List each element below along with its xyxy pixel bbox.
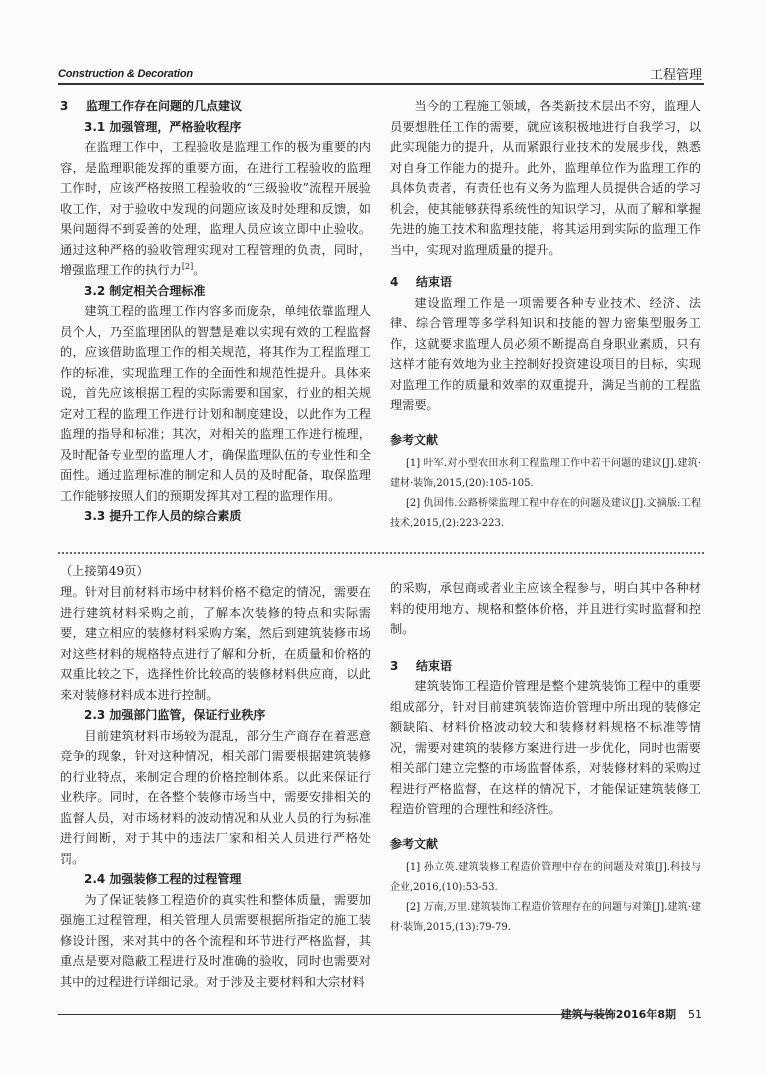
subsection-2-4-heading: 2.4 加强装修工程的过程管理 (84, 872, 242, 886)
references-heading: 参考文献 (390, 432, 439, 447)
reference-item: [2] 仇国伟.公路桥梁监理工程中存在的问题及建议[J].文摘版:工程技术,2015,(2):223-223. (390, 498, 701, 529)
bottom-right-column (390, 578, 701, 938)
paragraph: 理。针对目前材料市场中材料价格不稳定的情况，需要在进行建筑材料采购之前，了解本次装修的特点和实际需要，建立相应的装修材料采购方案，然后到建筑装修市场对这些材料的规格特点进行了解和分析，在质量和价格的双重比较之下，选择性价比较高的装修材料供应商，以此来对装修材料成本进行控制。 (60, 585, 371, 702)
section-4-heading: 4 结束语 (390, 275, 453, 289)
paragraph: 为了保证装修工程造价的真实性和整体质量，需要加强施工过程管理，相关管理人员需要根据所指定的施工装修设计图，来对其中的各个流程和环节进行严格监督，其重点是要对隐蔽工程进行及时准确的验收，同时也需要对其中的过程进行详细记录。对于涉及主要材料和大宗材料 (60, 892, 371, 989)
header-rule (58, 83, 704, 85)
page-number: 51 (688, 1008, 702, 1021)
section-3-conclusion-heading: 3 结束语 (390, 658, 453, 673)
footer-rule (58, 1014, 613, 1015)
dotted-divider (58, 552, 704, 554)
footer (561, 1006, 702, 1022)
citation: [2] (181, 261, 194, 271)
footer-journal: 建筑与装饰2016年8期 (560, 1008, 676, 1021)
continued-from-label: （上接第49页） (60, 564, 149, 578)
section-label: 工程管理 (649, 68, 702, 83)
journal-english-title: Construction & Decoration (58, 68, 193, 80)
paragraph: 在监理工作中，工程验收是监理工作的极为重要的内容，是监理职能发挥的重要方面，在进行工程验收的监理工作时，应该严格按照工程验收的“三级验收”流程开展验收工作，对于验收中发现的问题应该及时处理和反馈，如果问题得不到妥善的处理，监理人员应该立即中止验收。通过这种严格的验收管理实现对工程管理的负责，同时，增强监理工作的执行力[2]。 (60, 140, 371, 277)
subsection-3-2-heading: 3.2 制定相关合理标准 (84, 283, 206, 298)
top-left-column (60, 96, 371, 527)
section-3-heading: 3 监理工作存在问题的几点建议 (60, 99, 243, 113)
reference-item: [1] 叶军.对小型农田水利工程监理工作中若干问题的建议[J].建筑·建材·装饰,2015,(20):105-105. (390, 458, 701, 489)
top-right-column (390, 96, 701, 534)
subsection-3-1-heading: 3.1 加强管理，严格验收程序 (84, 119, 242, 134)
paragraph: 目前建筑材料市场较为混乱，部分生产商存在着恶意竞争的现象，针对这种情况，相关部门需要根据建筑装修的行业特点，来制定合理的价格控制体系。以此来保证行业秩序。同时，在各整个装修市场当中，需要安排相关的监督人员，对市场材料的波动情况和从业人员的行为标准进行间断，对于其中的违法厂家和相关人员进行严格处罚。 (60, 728, 371, 866)
reference-item: [1] 孙立英.建筑装修工程造价管理中存在的问题及对策[J].科技与企业,2016,(10):53-53. (390, 862, 701, 893)
paragraph: 建筑工程的监理工作内容多而庞杂，单纯依靠监理人员个人，乃至监理团队的智慧是难以实现有效的工程监督的，应该借助监理工作的相关规范，将其作为工程监理工作的标准，实现监理工作的全面性和规范性提升。具体来说，首先应该根据工程的实际需要和国家，行业的相关规定对工程的监理工作进行计划和制度建设，以此作为工程监理的指导和标准；其次，对相关的监理工作进行梳理，及时配备专业型的监理人才，确保监理队伍的专业性和全面性。通过监理标准的制定和人员的及时配备，取保监理工作能够按照人们的预期发挥其对工程的监理作用。 (60, 304, 371, 503)
subsection-3-3-heading: 3.3 提升工作人员的综合素质 (84, 509, 242, 523)
bottom-left-column (60, 582, 371, 992)
paragraph: 当今的工程施工领域，各类新技术层出不穷，监理人员要想胜任工作的需要，就应该积极地进行自我学习，以此实现能力的提升，从而紧跟行业技术的发展步伐，熟悉对自身工作能力的提升。此外，监理单位作为监理工作的具体负责者，有责任也有义务为监理人员提供合适的学习机会，使其能够获得系统性的知识学习，从而了解和掌握先进的施工技术和监理技能，将其运用到实际的监理工作当中，实现对监理质量的提升。 (390, 99, 701, 257)
paragraph: 建设监理工作是一项需要各种专业技术、经济、法律、综合管理等多学科知识和技能的智力密集型服务工作，这就要求监理人员必须不断提高自身职业素质，只有这样才能有效地为业主控制好投资建设项目的目标，实现对监理工作的质量和效率的双重提升，满足当前的工程监理需要。 (390, 295, 701, 412)
reference-item: [2] 万南,万里.建筑装饰工程造价管理存在的问题与对策[J].建筑·建材·装饰,2015,(13):79-79. (390, 902, 701, 933)
subsection-2-3-heading: 2.3 加强部门监管，保证行业秩序 (84, 708, 266, 722)
paragraph: 建筑装饰工程造价管理是整个建筑装饰工程中的重要组成部分，针对目前建筑装饰造价管理中所出现的装修定额缺陷、材料价格波动较大和装修材料规格不标准等情况，需要对建筑的装修方案进行进一步优化，同时也需要相关部门建立完整的市场监督体系，对装修材料的采购过程进行严格监督，在这样的情况下，才能保证建筑装修工程造价管理的合理性和经济性。 (390, 679, 701, 816)
paragraph: 的采购，承包商或者业主应该全程参与，明白其中各种材料的使用地方、规格和整体价格，并且进行实时监督和控制。 (390, 581, 701, 636)
references-heading: 参考文献 (390, 836, 439, 851)
